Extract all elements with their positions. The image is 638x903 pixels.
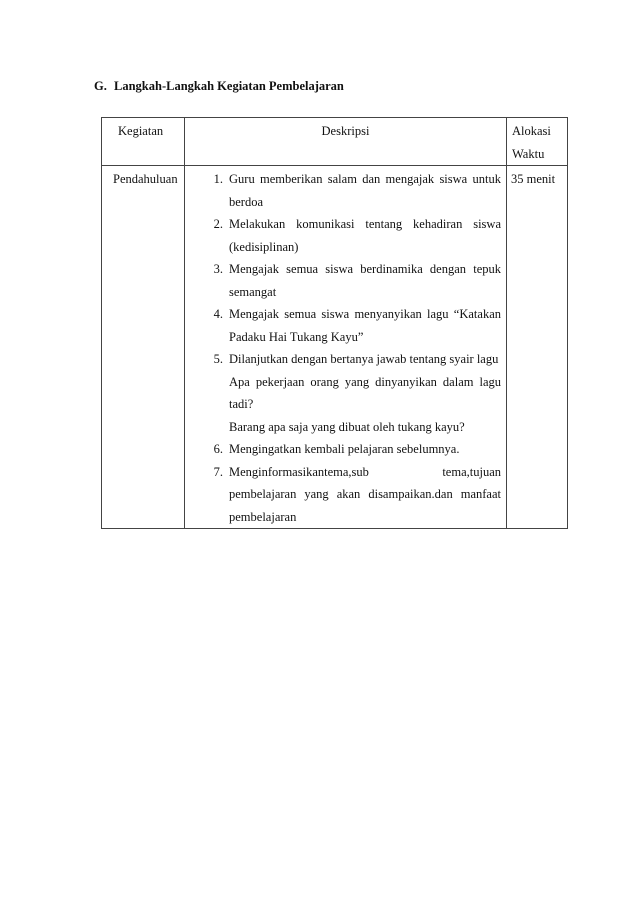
table-header-row (102, 118, 568, 166)
list-item (185, 461, 501, 529)
section-heading (94, 79, 344, 94)
list-item-text: Barang apa saja yang dibuat oleh tukang kayu? (229, 419, 465, 434)
list-item-number: 2. (213, 217, 223, 231)
list-item-number: 3. (213, 262, 223, 276)
list-item-text: Mengajak semua siswa menyanyikan lagu “Katakan Padaku Hai Tukang Kayu” (229, 307, 501, 344)
header-deskripsi: Deskripsi (185, 118, 507, 166)
section-title: Langkah-Langkah Kegiatan Pembelajaran (114, 79, 344, 93)
list-item-number: 4. (213, 307, 223, 321)
learning-steps-table (101, 117, 568, 529)
section-letter: G. (94, 79, 107, 93)
list-item-text: Melakukan komunikasi tentang kehadiran siswa (kedisiplinan) (229, 217, 501, 254)
list-item-text: Guru memberikan salam dan mengajak siswa untuk berdoa (229, 172, 501, 209)
list-item (185, 213, 501, 258)
list-item (185, 258, 501, 303)
list-item (185, 303, 501, 348)
table-row (102, 166, 568, 529)
list-item-number: 6. (213, 442, 223, 456)
cell-deskripsi (185, 166, 507, 529)
list-item-text: Dilanjutkan dengan bertanya jawab tentang syair lagu (229, 352, 499, 366)
description-list (185, 168, 506, 528)
list-item-text: Menginformasikantema,sub tema,tujuan pembelajaran yang akan disampaikan.dan manfaat pembelajaran (229, 464, 501, 524)
cell-alokasi: 35 menit (507, 166, 568, 529)
header-alokasi-waktu (507, 118, 568, 166)
list-item (185, 438, 501, 461)
list-item-number: 7. (213, 464, 223, 479)
list-item (185, 416, 501, 439)
header-alokasi-line1: Alokasi (512, 124, 551, 138)
header-kegiatan: Kegiatan (102, 118, 185, 166)
header-alokasi-line2: Waktu (512, 146, 545, 161)
list-item-number: 1. (213, 172, 223, 186)
list-item (185, 168, 501, 213)
list-item-number: 5. (213, 352, 223, 366)
list-item-text: Apa pekerjaan orang yang dinyanyikan dalam lagu tadi? (229, 374, 501, 411)
list-item (185, 371, 501, 416)
list-item-text: Mengajak semua siswa berdinamika dengan tepuk semangat (229, 262, 501, 299)
list-item (185, 348, 501, 371)
cell-kegiatan: Pendahuluan (102, 166, 185, 529)
list-item-text: Mengingatkan kembali pelajaran sebelumnya. (229, 442, 460, 456)
